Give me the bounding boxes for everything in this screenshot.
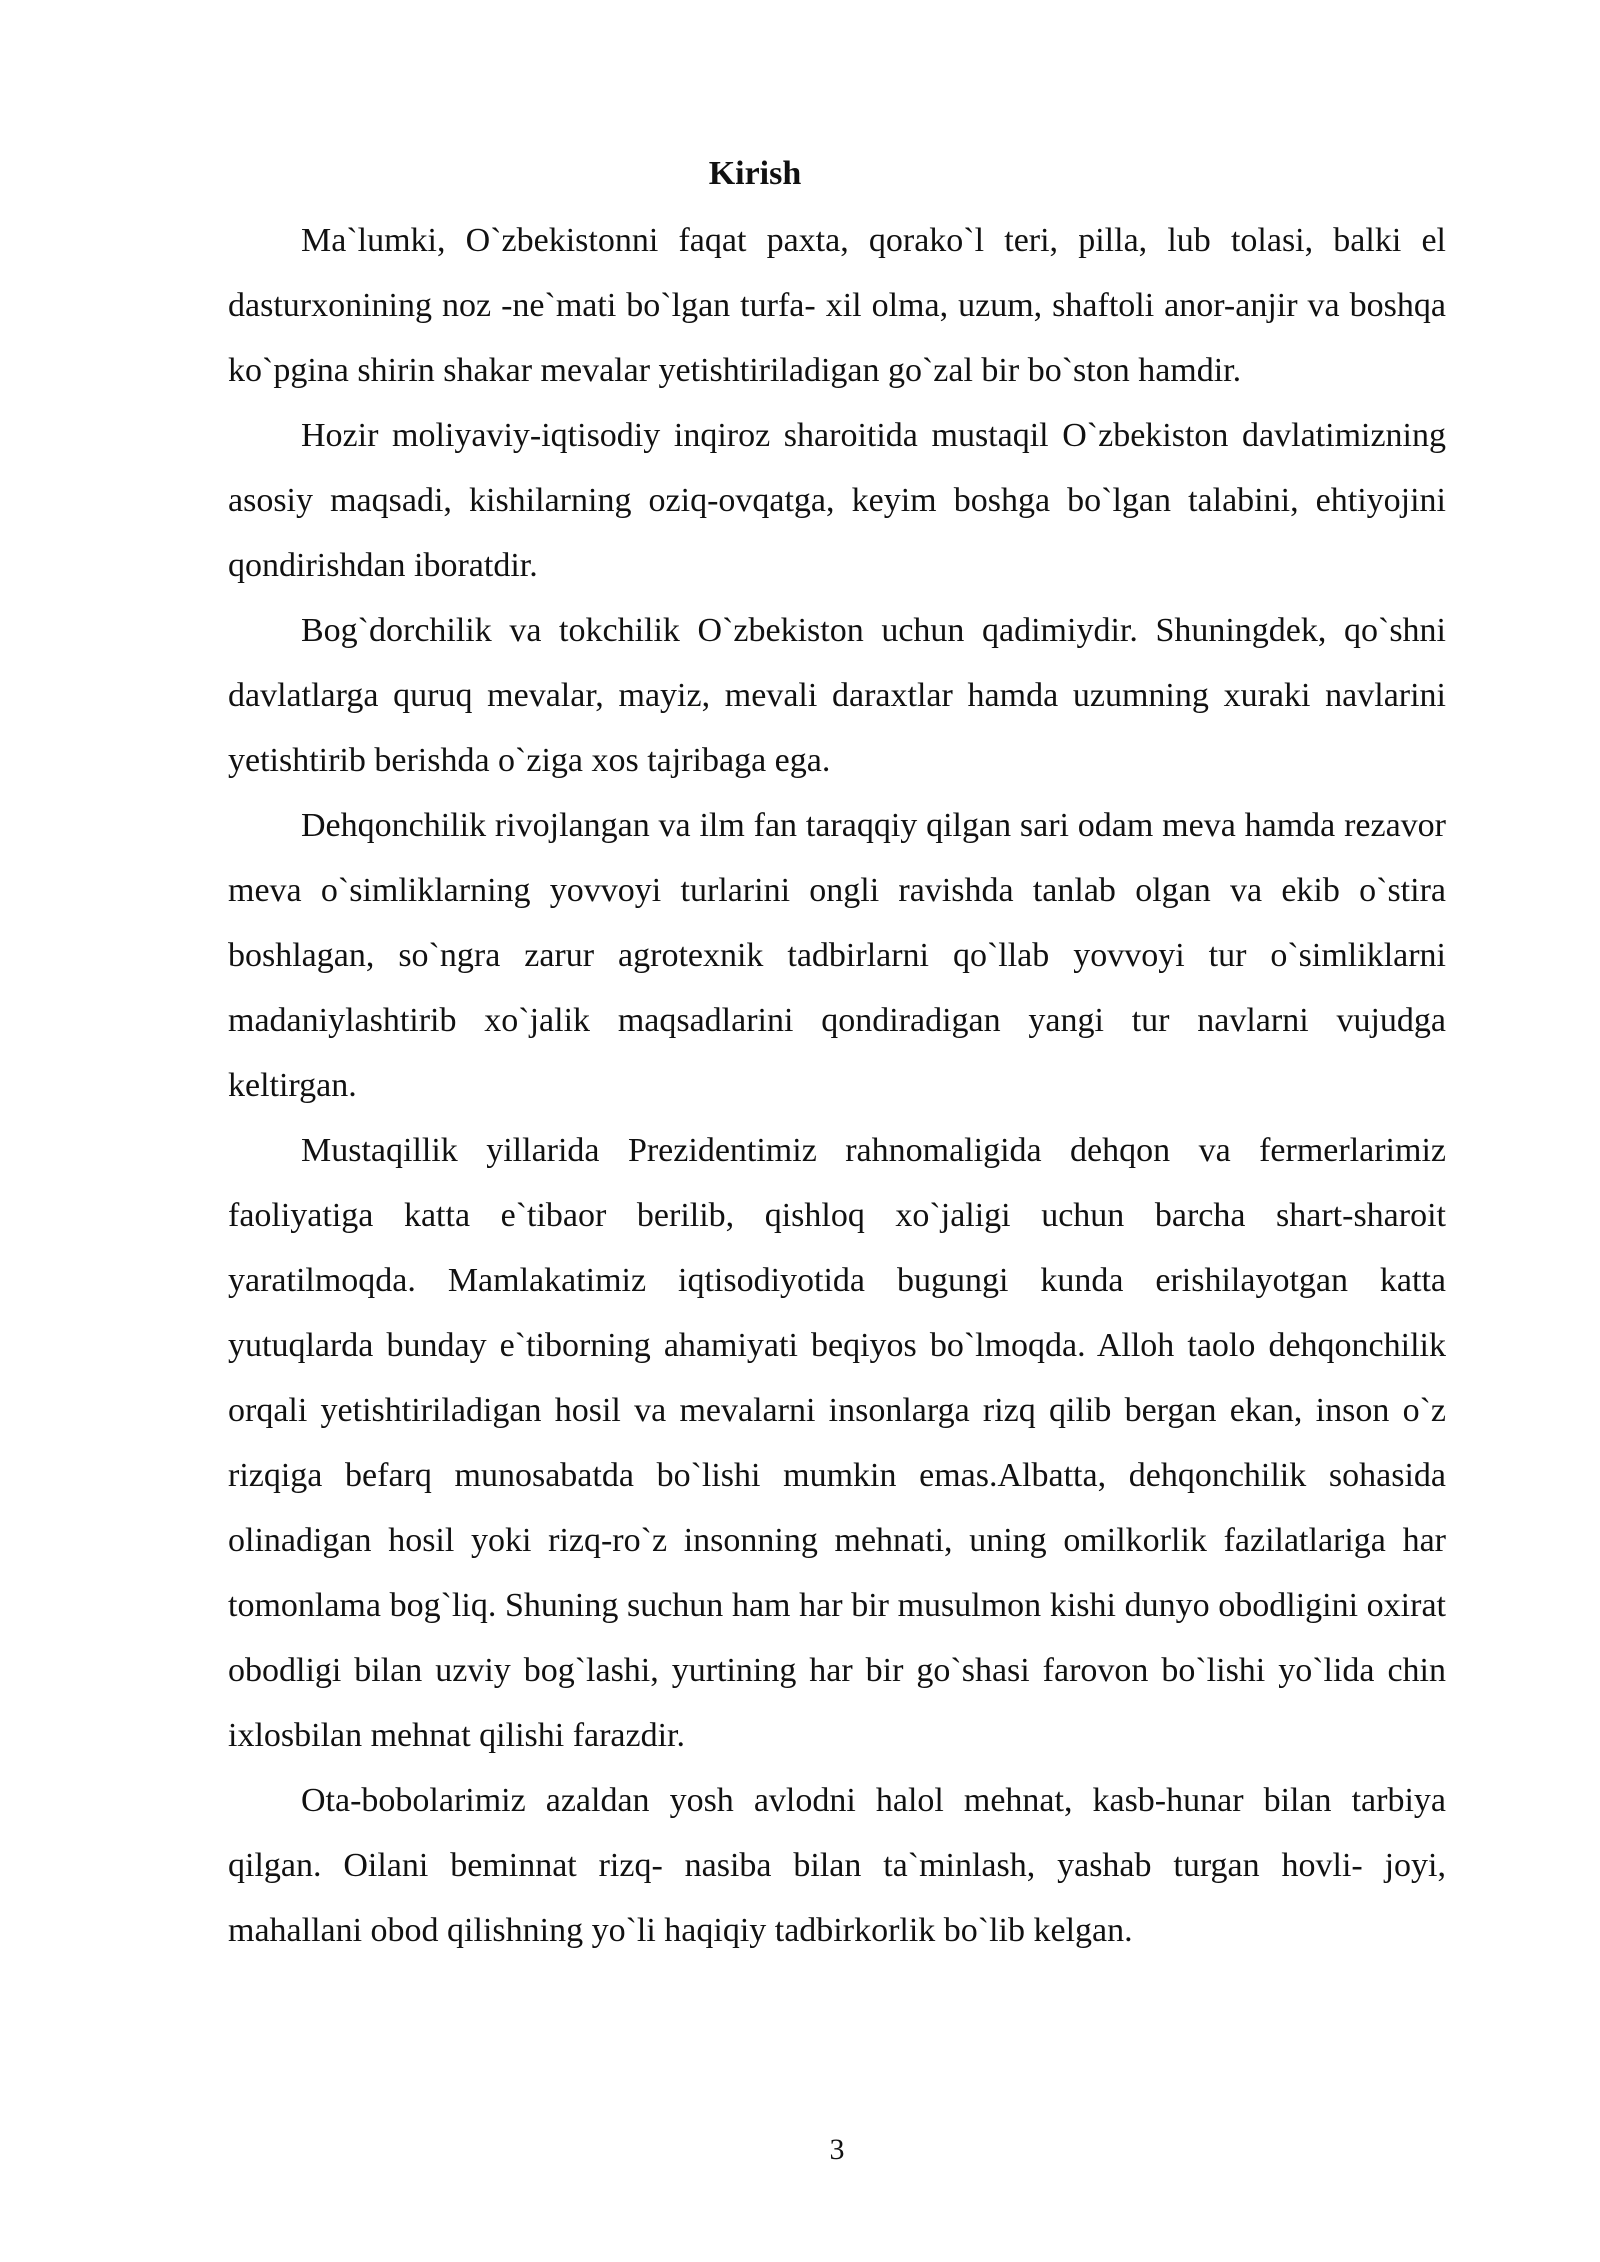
page-number: 3 — [829, 2133, 845, 2166]
paragraph: Mustaqillik yillarida Prezidentimiz rahnomaligida dehqon va fermerlarimiz faoliyatiga katta e`tibaor berilib, qishloq xo`jaligi uchun barcha shart-sharoit yaratilmoqda. Mamlakatimiz iqtisodiyotida bugungi kunda erishilayotgan katta yutuqlarda bunday e`tiborning ahamiyati beqiyos bo`lmoqda. Alloh taolo dehqonchilik orqali yetishtiriladigan hosil va mevalarni insonlarga rizq qilib bergan ekan, inson o`z rizqiga befarq munosabatda bo`lishi mumkin emas.Albatta, dehqonchilik sohasida olinadigan hosil yoki rizq-ro`z insonning mehnati, uning omilkorlik fazilatlariga har tomonlama bog`liq. Shuning suchun ham har bir musulmon kishi dunyo obodligini oxirat obodligi bilan uzviy bog`lashi, yurtining har bir go`shasi farovon bo`lishi yo`lida chin ixlosbilan mehnat qilishi farazdir. — [228, 1132, 1446, 1754]
paragraph: Bog`dorchilik va tokchilik O`zbekiston uchun qadimiydir. Shuningdek, qo`shni davlatlarga quruq mevalar, mayiz, mevali daraxtlar hamda uzumning xuraki navlarini yetishtirib berishda o`ziga xos tajribaga ega. — [228, 612, 1446, 779]
paragraph: Dehqonchilik rivojlangan va ilm fan taraqqiy qilgan sari odam meva hamda rezavor meva o`simliklarning yovvoyi turlarini ongli ravishda tanlab olgan va ekib o`stira boshlagan, so`ngra zarur agrotexnik tadbirlarni qo`llab yovvoyi tur o`simliklarni madaniylashtirib xo`jalik maqsadlarini qondiradigan yangi tur navlarni vujudga keltirgan. — [228, 807, 1446, 1104]
page-title: Kirish — [708, 155, 802, 192]
paragraph: Ma`lumki, O`zbekistonni faqat paxta, qorako`l teri, pilla, lub tolasi, balki el dasturxonining noz -ne`mati bo`lgan turfa- xil olma, uzum, shaftoli anor-anjir va boshqa ko`pgina shirin shakar mevalar yetishtiriladigan go`zal bir bo`ston hamdir. — [228, 222, 1446, 389]
paragraph: Ota-bobolarimiz azaldan yosh avlodni halol mehnat, kasb-hunar bilan tarbiya qilgan. Oilani beminnat rizq- nasiba bilan ta`minlash, yashab turgan hovli- joyi, mahallani obod qilishning yo`li haqiqiy tadbirkorlik bo`lib kelgan. — [228, 1782, 1446, 1949]
paragraph: Hozir moliyaviy-iqtisodiy inqiroz sharoitida mustaqil O`zbekiston davlatimizning asosiy maqsadi, kishilarning oziq-ovqatga, keyim boshga bo`lgan talabini, ehtiyojini qondirishdan iboratdir. — [228, 417, 1446, 584]
body-text — [228, 208, 1446, 1963]
